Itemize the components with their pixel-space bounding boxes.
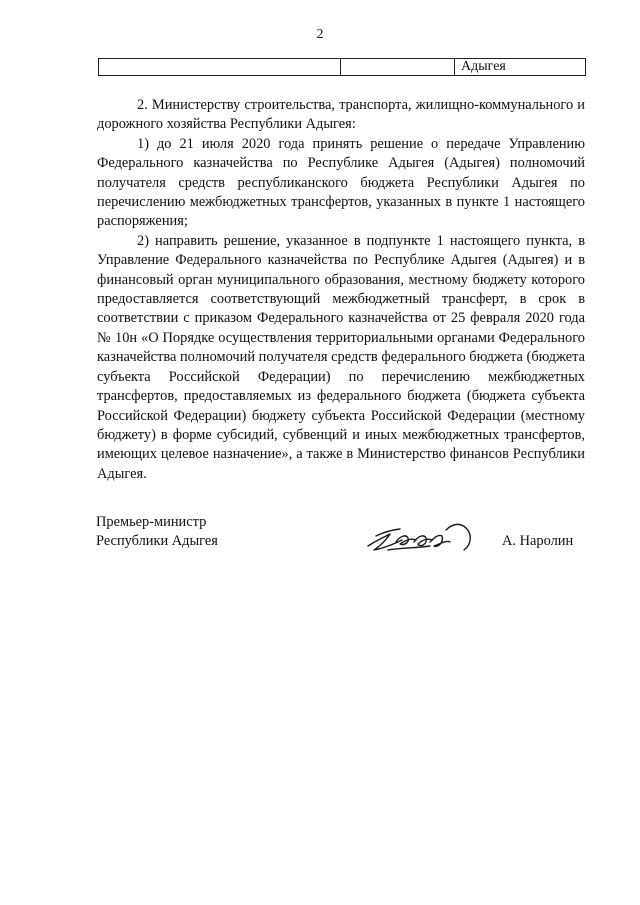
- page-number: 2: [316, 27, 324, 42]
- handwritten-signature: [360, 512, 480, 560]
- table-fragment-row: [98, 58, 586, 76]
- signatory-title: Премьер-министр: [96, 514, 207, 530]
- signatory-position: [96, 513, 218, 552]
- paragraph-subitem-1: 1) до 21 июля 2020 года принять решение о передаче Управлению Федерального казначейства по Республике Адыгея (Адыгея) полномочий получателя средств республиканского бюджета Республики Адыгея по перечислению межбюджетных трансфертов, указанных в пункте 1 настоящего распоряжения;: [97, 135, 585, 230]
- signatory-name: А. Наролин: [502, 533, 574, 549]
- table-cell: [99, 59, 341, 75]
- table-cell: Адыгея: [461, 59, 506, 74]
- table-cell: [341, 59, 455, 75]
- document-body: [97, 96, 585, 484]
- paragraph-item-2: 2. Министерству строительства, транспорта, жилищно-коммунального и дорожного хозяйства Республики Адыгея:: [97, 97, 585, 133]
- paragraph-subitem-2: 2) направить решение, указанное в подпункте 1 настоящего пункта, в Управление Федерального казначейства по Республике Адыгея (Адыгея) и в финансовый орган муниципального образования, местному бюджету которого предоставляется соответствующий межбюджетный трансферт, в срок в соответствии с приказом Федерального казначейства от 25 февраля 2020 года № 10н «О Порядке осуществления территориальными органами Федерального казначейства полномочий получателя средств федерального бюджета (бюджета субъекта Российской Федерации) по перечислению межбюджетных трансфертов, предоставляемых из федерального бюджета (бюджета субъекта Российской Федерации) бюджету субъекта Российской Федерации (местному бюджету) в форме субсидий, субвенций и иных межбюджетных трансфертов, имеющих целевое назначение», а также в Министерство финансов Республики Адыгея.: [97, 232, 585, 482]
- signatory-region: Республики Адыгея: [96, 533, 218, 550]
